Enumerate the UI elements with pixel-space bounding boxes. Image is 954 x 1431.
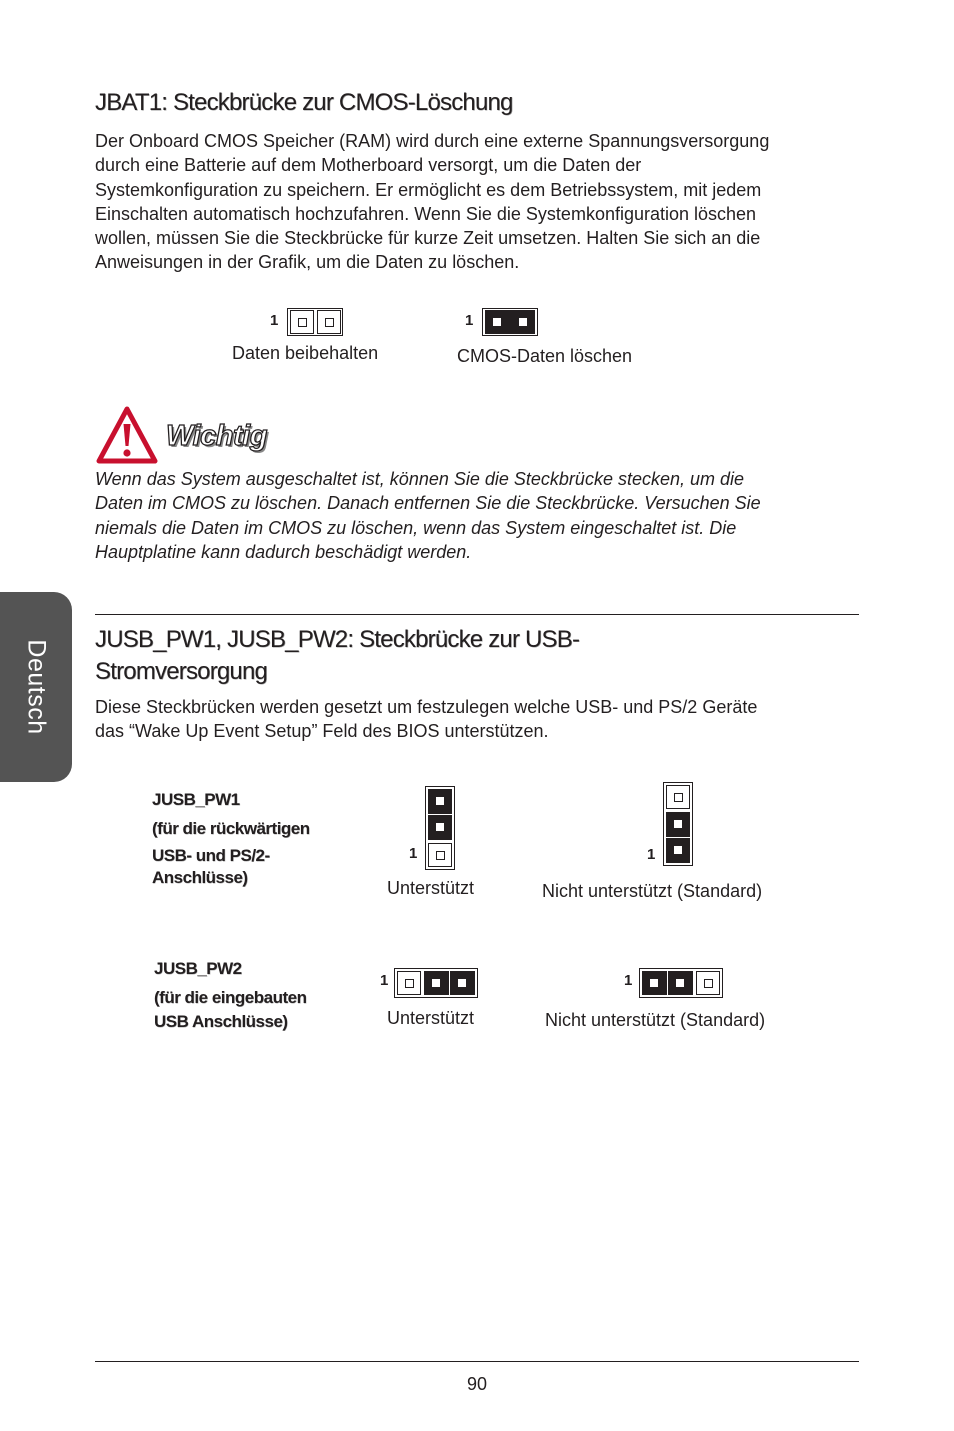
section-title-jusb — [95, 624, 579, 688]
footer-divider — [95, 1361, 859, 1362]
body-line: Diese Steckbrücken werden gesetzt um festzulegen welche USB- und PS/2 Geräte — [95, 697, 758, 717]
body-line: durch eine Batterie auf dem Motherboard versorgt, um die Daten der — [95, 155, 642, 176]
caption-pw1-supported: Unterstützt — [387, 878, 475, 898]
jumper-pw1-supported — [425, 786, 455, 870]
body-line: niemals die Daten im CMOS zu löschen, wenn das System eingeschaltet ist. Die — [95, 517, 737, 538]
body-line: Einschalten automatisch hochzufahren. Wenn Sie die Systemkonfiguration löschen — [95, 203, 757, 224]
section-body-jbat1 — [95, 129, 875, 275]
important-heading: Wichtig — [166, 420, 267, 452]
pin-one-label: 1 — [624, 972, 633, 989]
label-line: (für die eingebauten — [154, 988, 307, 1007]
pin-one-label: 1 — [409, 845, 418, 862]
pin-one-label: 1 — [380, 972, 389, 989]
pin-one-label: 1 — [465, 312, 474, 329]
body-line: Anweisungen in der Grafik, um die Daten zu löschen. — [95, 252, 520, 273]
jusb-pw2-label — [154, 954, 306, 1032]
important-body — [95, 467, 875, 564]
jumper-clear-cmos — [482, 308, 538, 336]
body-line: Daten im CMOS zu löschen. Danach entfernen Sie die Steckbrücke. Versuchen Sie — [95, 493, 761, 514]
jumper-pw1-not-supported — [663, 782, 693, 866]
body-line: Systemkonfiguration zu speichern. Er ermöglicht es dem Betriebssystem, mit jedem — [95, 179, 762, 200]
jumper-pw2-supported — [394, 968, 478, 998]
caption-pw2-not-supported: Nicht unterstützt (Standard) — [545, 1010, 766, 1030]
body-line: das “Wake Up Event Setup” Feld des BIOS unterstützen. — [95, 721, 549, 742]
body-line: Wenn das System ausgeschaltet ist, können Sie die Steckbrücke stecken, um die — [95, 469, 745, 489]
page-number: 90 — [466, 1374, 488, 1394]
section-body-jusb — [95, 695, 875, 744]
label-line: JUSB_PW1 — [152, 790, 240, 809]
title-line: Stromversorgung — [95, 658, 268, 685]
body-line: Der Onboard CMOS Speicher (RAM) wird durch eine externe Spannungsversorgung — [95, 131, 770, 151]
section-title-jbat1: JBAT1: Steckbrücke zur CMOS-Löschung — [95, 89, 513, 116]
caption-keep-data: Daten beibehalten — [232, 343, 379, 363]
label-line: USB Anschlüsse) — [154, 1012, 288, 1031]
jusb-pw1-label — [152, 785, 310, 888]
title-line: JUSB_PW1, JUSB_PW2: Steckbrücke zur USB- — [95, 626, 580, 653]
body-line: wollen, müssen Sie die Steckbrücke für kurze Zeit umsetzen. Halten Sie sich an die — [95, 228, 761, 249]
jumper-pw2-not-supported — [639, 968, 723, 998]
section-divider — [95, 614, 859, 615]
pin-one-label: 1 — [647, 846, 656, 863]
label-line: USB- und PS/2- — [152, 846, 270, 865]
body-line: Hauptplatine kann dadurch beschädigt werden. — [95, 541, 472, 562]
language-tab-label: Deutsch — [22, 639, 51, 735]
pin-one-label: 1 — [270, 312, 279, 329]
label-line: Anschlüsse) — [152, 868, 248, 887]
caption-clear-cmos: CMOS-Daten löschen — [457, 346, 633, 366]
jumper-keep-data — [287, 308, 343, 336]
label-line: (für die rückwärtigen — [152, 819, 310, 838]
warning-icon — [96, 406, 158, 464]
caption-pw2-supported: Unterstützt — [387, 1008, 475, 1028]
caption-pw1-not-supported: Nicht unterstützt (Standard) — [542, 881, 763, 901]
label-line: JUSB_PW2 — [154, 959, 242, 978]
